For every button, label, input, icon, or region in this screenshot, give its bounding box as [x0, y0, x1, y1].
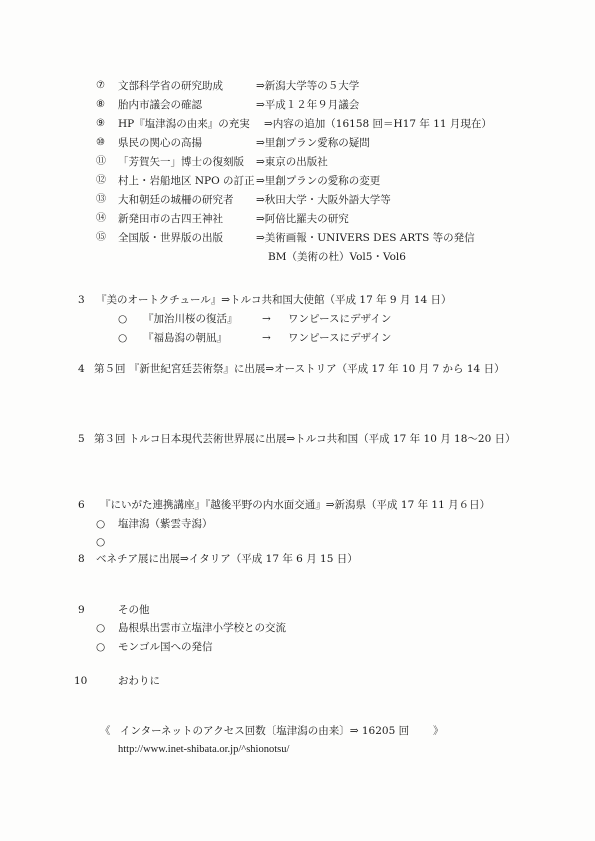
item-result: ⇒里創プラン愛称の疑問: [256, 137, 370, 149]
section-number: 9: [78, 604, 85, 616]
circle-bullet: ○: [96, 641, 106, 653]
section-number: 8: [78, 553, 85, 565]
section-number: 5: [78, 433, 85, 445]
section-number: 6: [78, 499, 85, 511]
website-url: http://www.inet-shibata.or.jp/^shionotsu/: [118, 744, 290, 755]
item-number: ⑩: [96, 137, 105, 148]
item-result: ⇒新潟大学等の５大学: [256, 80, 360, 92]
item-label: 胎内市議会の確認: [118, 99, 202, 111]
section-number: 3: [78, 294, 85, 306]
item-label: 村上・岩船地区 NPO の訂正: [118, 175, 255, 187]
item-number: ⑪: [96, 156, 106, 167]
item-number: ⑫: [96, 175, 106, 186]
access-count-text: インターネットのアクセス回数〔塩津潟の由来〕⇒ 16205 回: [120, 725, 410, 737]
circle-bullet: ○: [96, 518, 106, 530]
section-text: ベネチア展に出展⇒イタリア（平成 17 年 6 月 15 日）: [96, 553, 358, 565]
sub-text: 島根県出雲市立塩津小学校との交流: [118, 622, 286, 634]
sub-desc: ワンピースにデザイン: [288, 313, 392, 325]
item-label: 文部科学省の研究助成: [118, 80, 223, 92]
item-result: ⇒平成１２年９月議会: [256, 99, 360, 111]
item-label: 全国版・世界版の出版: [118, 232, 223, 244]
item-result: ⇒里創プランの愛称の変更: [256, 175, 381, 187]
item-label: 新発田市の古四王神社: [118, 213, 223, 225]
item-result: ⇒秋田大学・大阪外語大学等: [256, 194, 391, 206]
item-number: ⑧: [96, 99, 105, 110]
item-result: ⇒美術画報・UNIVERS DES ARTS 等の発信: [256, 232, 475, 244]
item-label: 県民の関心の高揚: [118, 137, 202, 149]
open-bracket: 《: [100, 725, 111, 737]
item-number: ⑦: [96, 80, 105, 91]
item-number: ⑨: [96, 118, 105, 129]
section-text: その他: [118, 604, 150, 616]
section-number: 4: [78, 363, 85, 375]
section-text: 『にいがた連携講座』『越後平野の内水面交通』⇒新潟県（平成 17 年 11 月６日）: [100, 499, 491, 511]
item-label: HP『塩津潟の由来』の充実: [118, 118, 250, 130]
item-continuation: BM（美術の杜）Vol5・Vol6: [268, 251, 406, 263]
item-label: 「芳賀矢一」博士の復刻版: [118, 156, 244, 168]
arrow: →: [262, 332, 271, 344]
section-text: 第５回 『新世紀宮廷芸術祭』に出展⇒オーストリア（平成 17 年 10 月 7 から 14 日）: [94, 363, 505, 375]
section-text: おわりに: [118, 675, 160, 687]
sub-text: モンゴル国への発信: [118, 641, 213, 653]
section-number: 10: [74, 675, 88, 687]
item-result: ⇒東京の出版社: [256, 156, 328, 168]
item-number: ⑭: [96, 213, 106, 224]
sub-desc: ワンピースにデザイン: [288, 332, 392, 344]
circle-bullet: ○: [118, 313, 128, 325]
sub-text: 塩津潟（紫雲寺潟）: [118, 518, 213, 530]
arrow: →: [262, 313, 271, 325]
circle-bullet: ○: [96, 536, 106, 548]
item-number: ⑮: [96, 232, 106, 243]
sub-title: 『加治川桜の復活』: [143, 313, 238, 325]
item-number: ⑬: [96, 194, 106, 205]
circle-bullet: ○: [96, 622, 106, 634]
section-text: 第３回 トルコ日本現代芸術世界展に出展⇒トルコ共和国（平成 17 年 10 月 18〜20 日）: [94, 433, 516, 445]
sub-title: 『福島潟の朝凪』: [143, 332, 227, 344]
close-bracket: 》: [433, 725, 444, 737]
section-text: 『美のオートクチュール』⇒トルコ共和国大使館（平成 17 年 9 月 14 日）: [96, 294, 452, 306]
item-result: ⇒内容の追加（16158 回＝H17 年 11 月現在）: [264, 118, 492, 130]
item-label: 大和朝廷の城柵の研究者: [118, 194, 234, 206]
item-result: ⇒阿倍比羅夫の研究: [256, 213, 349, 225]
circle-bullet: ○: [118, 332, 128, 344]
